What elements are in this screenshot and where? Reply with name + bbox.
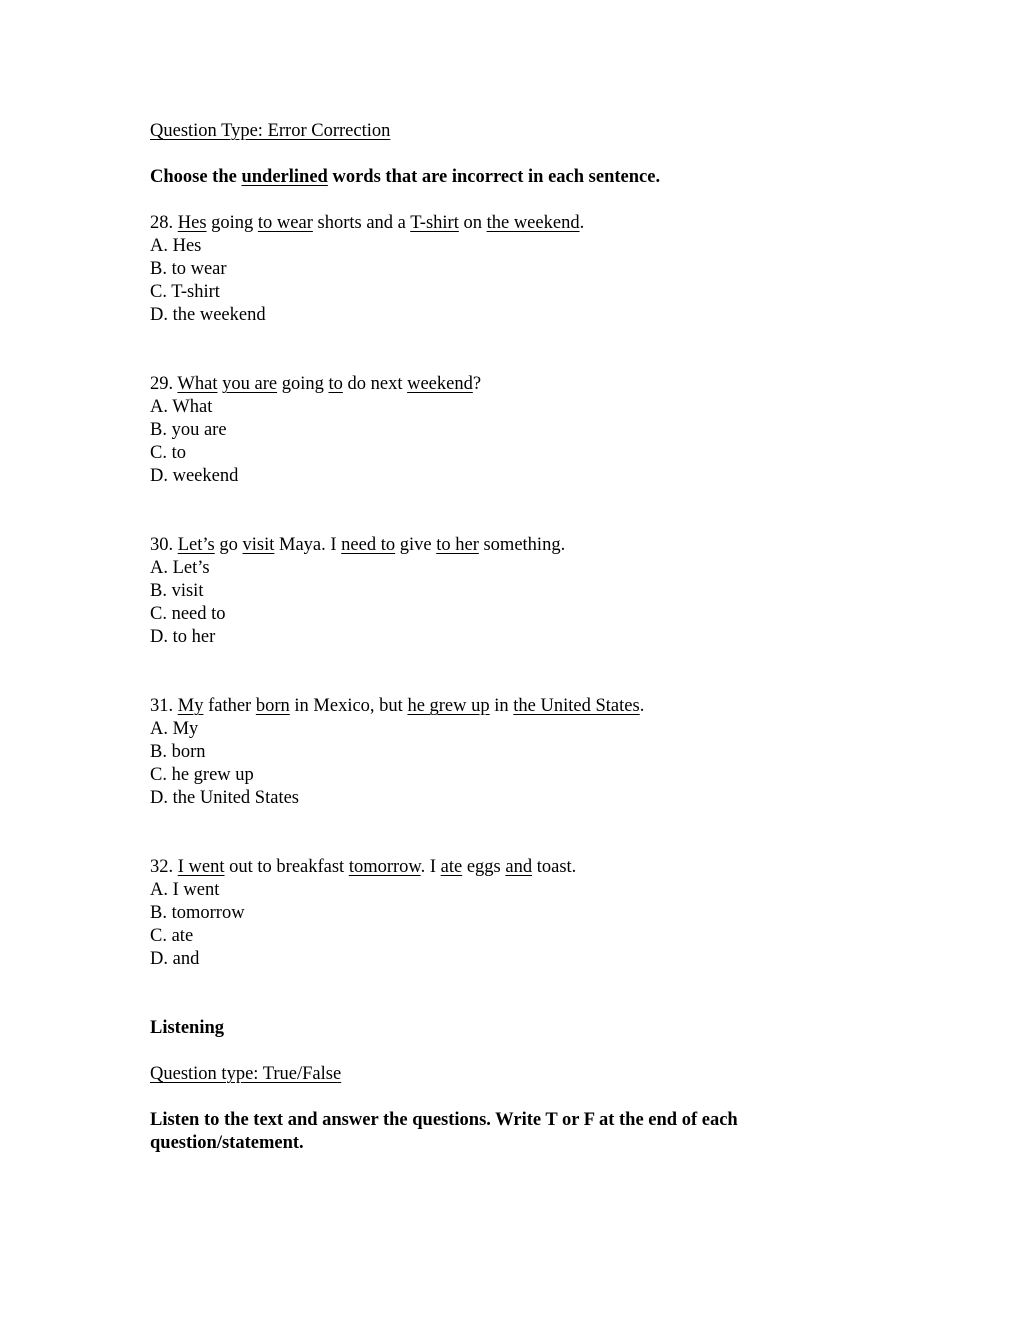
question-number: 31. — [150, 696, 174, 716]
underlined-phrase: Hes — [177, 213, 207, 233]
underlined-phrase: weekend — [407, 374, 473, 394]
underlined-phrase: you are — [222, 374, 278, 394]
question-type-label: Question Type: Error Correction — [150, 121, 391, 141]
sentence-text: eggs — [462, 857, 506, 877]
sentence-text: on — [458, 213, 487, 233]
sentence-text: . — [639, 696, 645, 716]
sentence-text: go — [214, 535, 243, 555]
sentence-text: father — [203, 696, 256, 716]
listening-instruction-line-2: question/statement. — [150, 1133, 304, 1153]
answer-option: C. T-shirt — [150, 282, 220, 302]
underlined-phrase: I went — [177, 857, 225, 877]
answer-option: B. born — [150, 742, 206, 762]
sentence-text: in — [489, 696, 514, 716]
question-stem — [150, 534, 870, 557]
sentence-text: going — [277, 374, 329, 394]
instruction-text: Choose the underlined words that are incorrect in each sentence. — [150, 167, 661, 187]
underlined-phrase: the United States — [513, 696, 640, 716]
sentence-text: going — [206, 213, 258, 233]
underlined-phrase: the weekend — [486, 213, 580, 233]
underlined-phrase: to wear — [257, 213, 313, 233]
underlined-phrase: Let’s — [177, 535, 215, 555]
sentence-text: something. — [478, 535, 566, 555]
answer-option: A. I went — [150, 880, 220, 900]
underlined-phrase: to — [328, 374, 343, 394]
underlined-phrase: and — [505, 857, 533, 877]
sentence-text: Maya. I — [274, 535, 342, 555]
answer-option: A. Hes — [150, 236, 202, 256]
question-number: 32. — [150, 857, 174, 877]
section-heading-listening: Listening — [150, 1018, 225, 1038]
underlined-phrase: he grew up — [407, 696, 490, 716]
question-stem — [150, 695, 870, 718]
question-block — [150, 373, 870, 534]
answer-option: C. to — [150, 443, 186, 463]
answer-option: C. need to — [150, 604, 226, 624]
sentence-text: in Mexico, but — [289, 696, 408, 716]
underlined-phrase: T-shirt — [410, 213, 459, 233]
listening-instruction-line-1: Listen to the text and answer the questions. Write T or F at the end of each — [150, 1110, 738, 1130]
question-block — [150, 534, 870, 695]
question-block — [150, 856, 870, 1017]
answer-option: B. visit — [150, 581, 204, 601]
question-number: 28. — [150, 213, 174, 233]
question-block — [150, 695, 870, 856]
question-stem — [150, 212, 870, 235]
question-number: 30. — [150, 535, 174, 555]
document-page — [150, 120, 870, 1155]
sentence-text: . — [579, 213, 585, 233]
underlined-phrase: visit — [242, 535, 275, 555]
sentence-text: ? — [472, 374, 482, 394]
sentence-text: . I — [420, 857, 441, 877]
answer-option: B. to wear — [150, 259, 227, 279]
answer-option: D. and — [150, 949, 200, 969]
question-list — [150, 212, 870, 1017]
sentence-text: do next — [342, 374, 408, 394]
sentence-text: toast. — [532, 857, 577, 877]
sentence-text: shorts and a — [312, 213, 411, 233]
question-stem — [150, 373, 870, 396]
answer-option: D. the weekend — [150, 305, 266, 325]
answer-option: A. What — [150, 397, 213, 417]
answer-option: A. Let’s — [150, 558, 210, 578]
answer-option: D. the United States — [150, 788, 300, 808]
underlined-phrase: ate — [440, 857, 463, 877]
underlined-phrase: need to — [341, 535, 396, 555]
question-number: 29. — [150, 374, 174, 394]
underlined-phrase: What — [177, 374, 218, 394]
question-block — [150, 212, 870, 373]
answer-option: B. tomorrow — [150, 903, 245, 923]
underlined-phrase: tomorrow — [348, 857, 421, 877]
answer-option: C. ate — [150, 926, 194, 946]
underlined-phrase: born — [255, 696, 290, 716]
question-stem — [150, 856, 870, 879]
underlined-phrase: to her — [436, 535, 479, 555]
sentence-text: out to breakfast — [224, 857, 349, 877]
answer-option: C. he grew up — [150, 765, 254, 785]
question-type-label-2: Question type: True/False — [150, 1064, 342, 1084]
answer-option: D. weekend — [150, 466, 239, 486]
answer-option: D. to her — [150, 627, 216, 647]
answer-option: A. My — [150, 719, 199, 739]
answer-option: B. you are — [150, 420, 227, 440]
underlined-phrase: My — [177, 696, 204, 716]
sentence-text: give — [395, 535, 437, 555]
